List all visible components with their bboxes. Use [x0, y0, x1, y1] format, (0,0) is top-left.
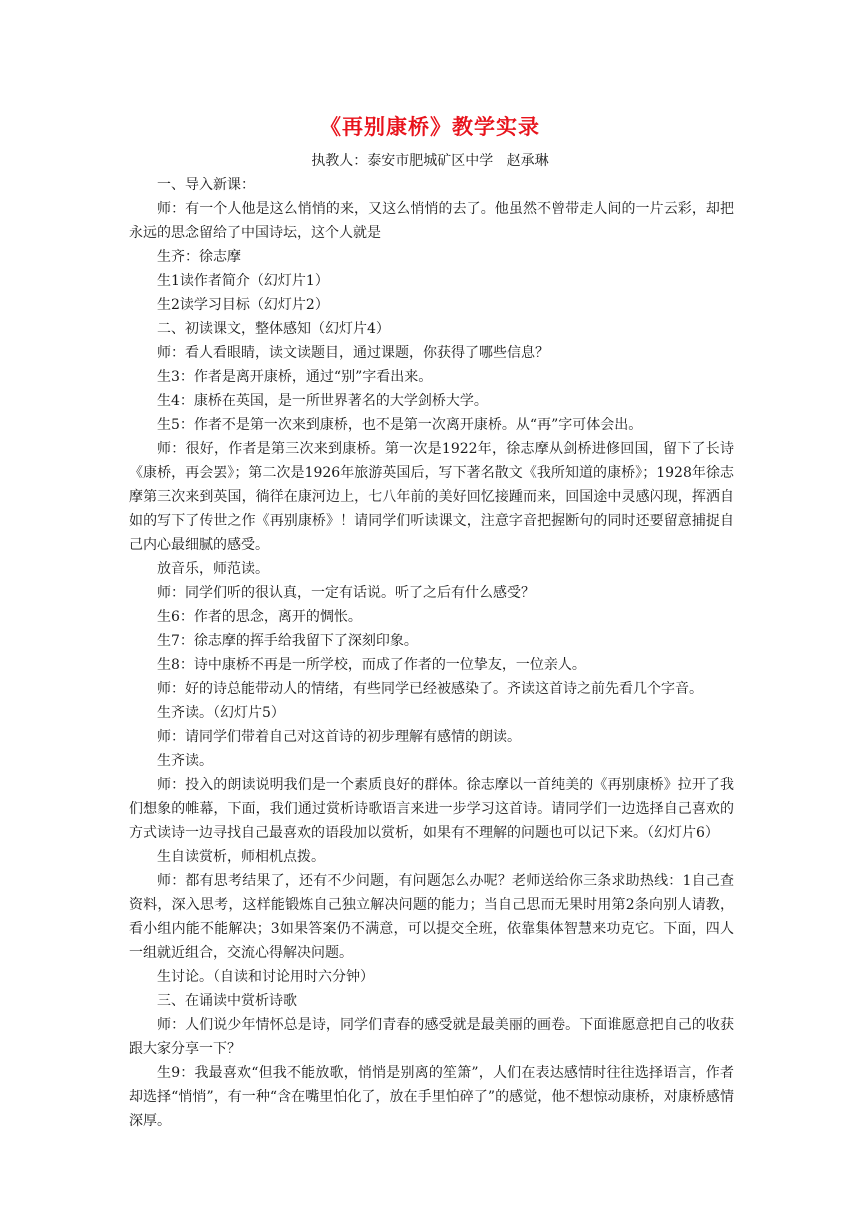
body-paragraph: 师：人们说少年情怀总是诗，同学们青春的感受就是最美丽的画卷。下面谁愿意把自己的收获跟大家分享一下？ [129, 1017, 734, 1057]
body-paragraph: 师：都有思考结果了，还有不少问题，有问题怎么办呢？老师送给你三条求助热线：1自己查资料，深入思考，这样能锻炼自己独立解决问题的能力；当自己思而无果时用第2条向别人请教，看小组内能不能解决；3如果答案仍不满意，可以提交全班，依靠集体智慧来功克它。下面，四人一组就近组合，交流心得解决问题。 [129, 873, 734, 961]
body-paragraph: 生自读赏析，师相机点拨。 [157, 849, 325, 865]
body-paragraph: 生4：康桥在英国，是一所世界著名的大学剑桥大学。 [157, 393, 488, 409]
document-body [129, 173, 734, 1133]
body-paragraph: 生5：作者不是第一次来到康桥，也不是第一次离开康桥。从“再”字可体会出。 [157, 417, 643, 433]
body-paragraph: 生齐读。 [157, 753, 213, 769]
body-paragraph: 生6：作者的思念，离开的惆怅。 [157, 609, 362, 625]
body-paragraph: 生2读学习目标（幻灯片2） [157, 297, 329, 313]
body-paragraph: 放音乐，师范读。 [157, 561, 269, 577]
body-paragraph: 生齐读。（幻灯片5） [157, 705, 285, 721]
body-paragraph: 生讨论。（自读和讨论用时六分钟） [157, 969, 374, 985]
body-paragraph: 师：好的诗总能带动人的情绪，有些同学已经被感染了。齐读这首诗之前先看几个字音。 [157, 681, 703, 697]
body-paragraph: 师：投入的朗读说明我们是一个素质良好的群体。徐志摩以一首纯美的《再别康桥》拉开了我们想象的帷幕，下面，我们通过赏析诗歌语言来进一步学习这首诗。请同学们一边选择自己喜欢的方式读诗一边寻找自己最喜欢的语段加以赏析，如果有不理解的问题也可以记下来。（幻灯片6） [129, 777, 734, 841]
body-paragraph: 生齐：徐志摩 [157, 249, 241, 265]
body-paragraph: 师：请同学们带着自己对这首诗的初步理解有感情的朗读。 [157, 729, 521, 745]
document-title: 《再别康桥》教学实录 [320, 114, 540, 139]
body-paragraph: 生7：徐志摩的挥手给我留下了深刻印象。 [157, 633, 418, 649]
body-paragraph: 生1读作者简介（幻灯片1） [157, 273, 329, 289]
body-paragraph: 生8：诗中康桥不再是一所学校，而成了作者的一位挚友，一位亲人。 [157, 657, 586, 673]
body-paragraph: 师：看人看眼睛，读文读题目，通过课题，你获得了哪些信息？ [157, 345, 549, 361]
author-line: 执教人：泰安市肥城矿区中学 赵承琳 [311, 153, 549, 169]
body-paragraph: 一、导入新课： [157, 177, 255, 193]
body-paragraph: 师：很好，作者是第三次来到康桥。第一次是1922年，徐志摩从剑桥进修回国，留下了长诗《康桥，再会罢》；第二次是1926年旅游英国后，写下著名散文《我所知道的康桥》；1928年徐志摩第三次来到英国，徜徉在康河边上，七八年前的美好回忆接踵而来，回国途中灵感闪现，挥洒自如的写下了传世之作《再别康桥》！请同学们听读课文，注意字音把握断句的同时还要留意捕捉自己内心最细腻的感受。 [129, 441, 734, 553]
body-paragraph: 二、初读课文，整体感知（幻灯片4） [157, 321, 390, 337]
body-paragraph: 生9：我最喜欢“但我不能放歌，悄悄是别离的笙箫”，人们在表达感情时往往选择语言，作者却选择“悄悄”，有一种“含在嘴里怕化了，放在手里怕碎了”的感觉，他不想惊动康桥，对康桥感情深厚。 [129, 1065, 734, 1129]
body-paragraph: 师：同学们听的很认真，一定有话说。听了之后有什么感受？ [157, 585, 535, 601]
body-paragraph: 师：有一个人他是这么悄悄的来，又这么悄悄的去了。他虽然不曾带走人间的一片云彩，却把永远的思念留给了中国诗坛，这个人就是 [129, 201, 734, 241]
body-paragraph: 生3：作者是离开康桥，通过“别”字看出来。 [157, 369, 433, 385]
body-paragraph: 三、在诵读中赏析诗歌 [157, 993, 297, 1009]
